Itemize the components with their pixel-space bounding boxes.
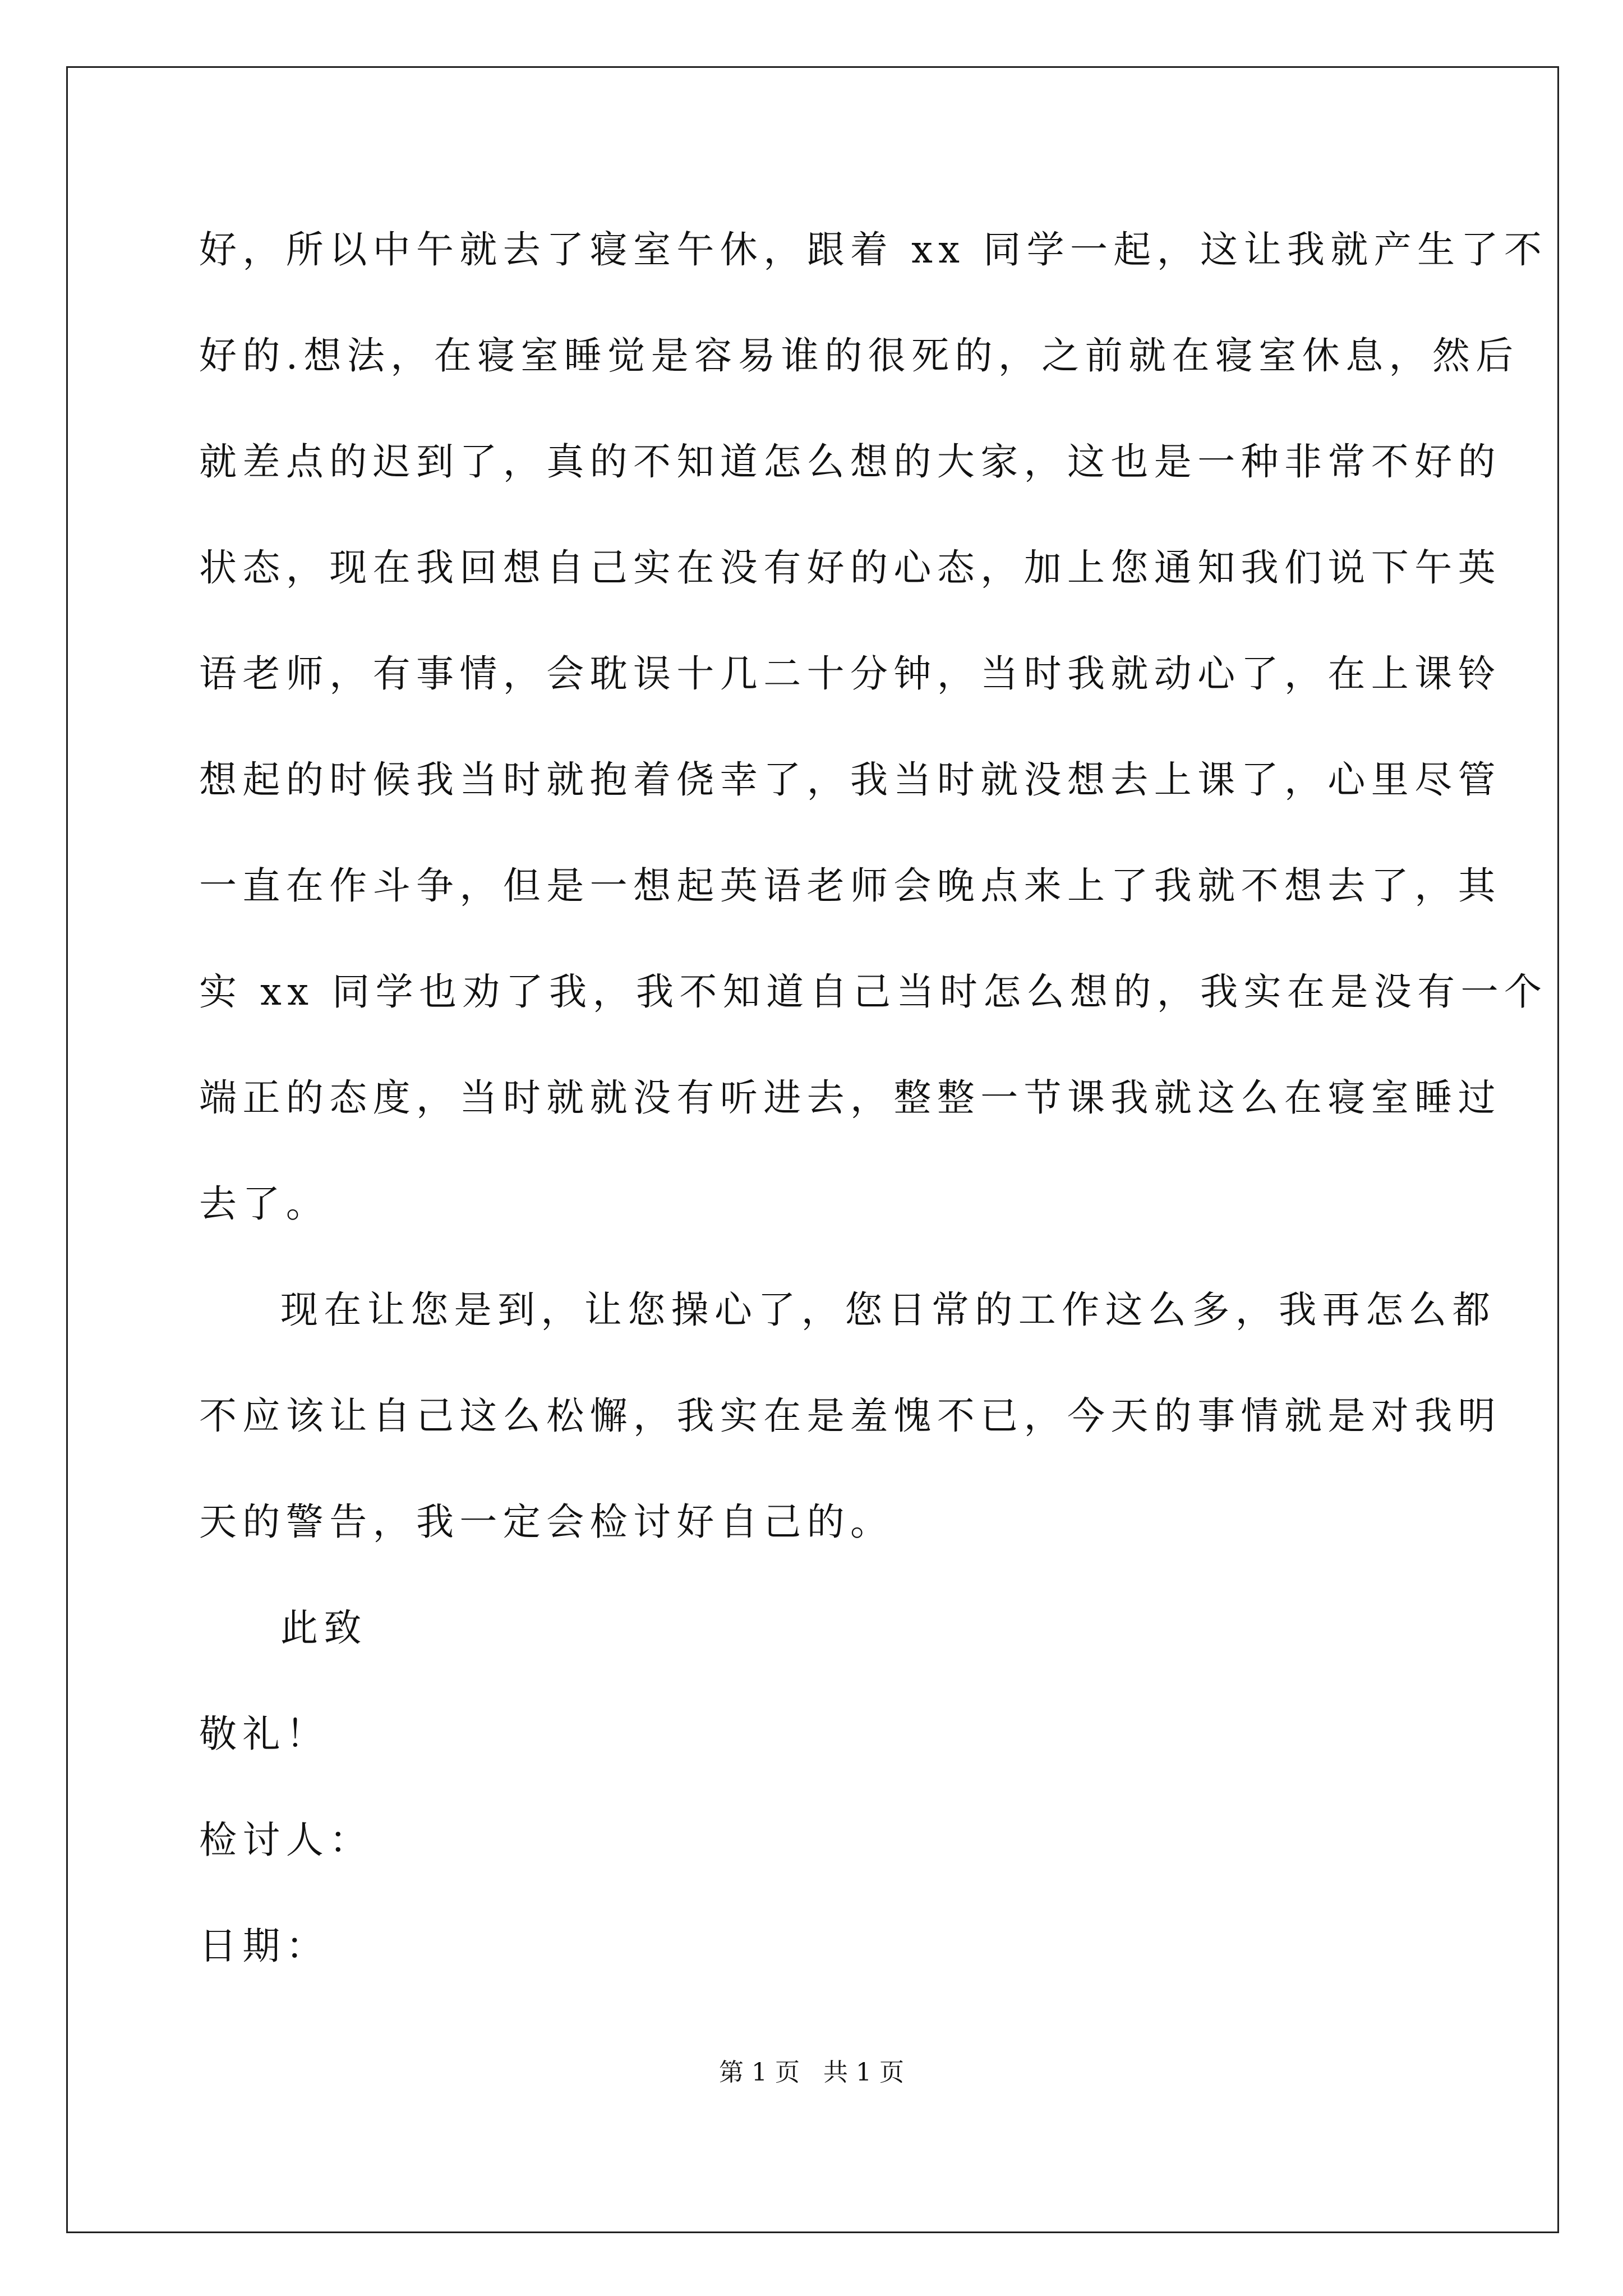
text-line: 一直在作斗争，但是一想起英语老师会晚点来上了我就不想去了，其 xyxy=(199,864,1501,908)
text-line: 好的.想法，在寝室睡觉是容易谁的很死的，之前就在寝室休息，然后 xyxy=(199,334,1519,378)
text-line: 状态，现在我回想自己实在没有好的心态，加上您通知我们说下午英 xyxy=(199,546,1501,590)
signer-label: 检讨人： xyxy=(199,1818,373,1862)
text-line: 想起的时候我当时就抱着侥幸了，我当时就没想去上课了，心里尽管 xyxy=(199,758,1501,802)
date-label: 日期： xyxy=(199,1924,330,1968)
text-line: 去了。 xyxy=(199,1182,330,1226)
text-line: 天的警告，我一定会检讨好自己的。 xyxy=(199,1500,894,1544)
text-line: 端正的态度，当时就就没有听进去，整整一节课我就这么在寝室睡过 xyxy=(199,1076,1501,1120)
text-line: 现在让您是到，让您操心了，您日常的工作这么多，我再怎么都 xyxy=(280,1288,1496,1332)
closing-text: 此致 xyxy=(280,1606,367,1650)
text-line: 语老师，有事情，会耽误十几二十分钟，当时我就动心了，在上课铃 xyxy=(199,652,1501,696)
page-footer: 第 1 页 共 1 页 xyxy=(719,2058,904,2087)
text-line: 不应该让自己这么松懈，我实在是羞愧不已，今天的事情就是对我明 xyxy=(199,1394,1501,1438)
text-line: 就差点的迟到了，真的不知道怎么想的大家，这也是一种非常不好的 xyxy=(199,440,1501,484)
text-line: 好，所以中午就去了寝室午休，跟着 xx 同学一起，这让我就产生了不 xyxy=(199,228,1548,272)
salute-text: 敬礼！ xyxy=(199,1712,330,1756)
text-line: 实 xx 同学也劝了我，我不知道自己当时怎么想的，我实在是没有一个 xyxy=(199,970,1548,1014)
document-body xyxy=(199,216,1548,2018)
